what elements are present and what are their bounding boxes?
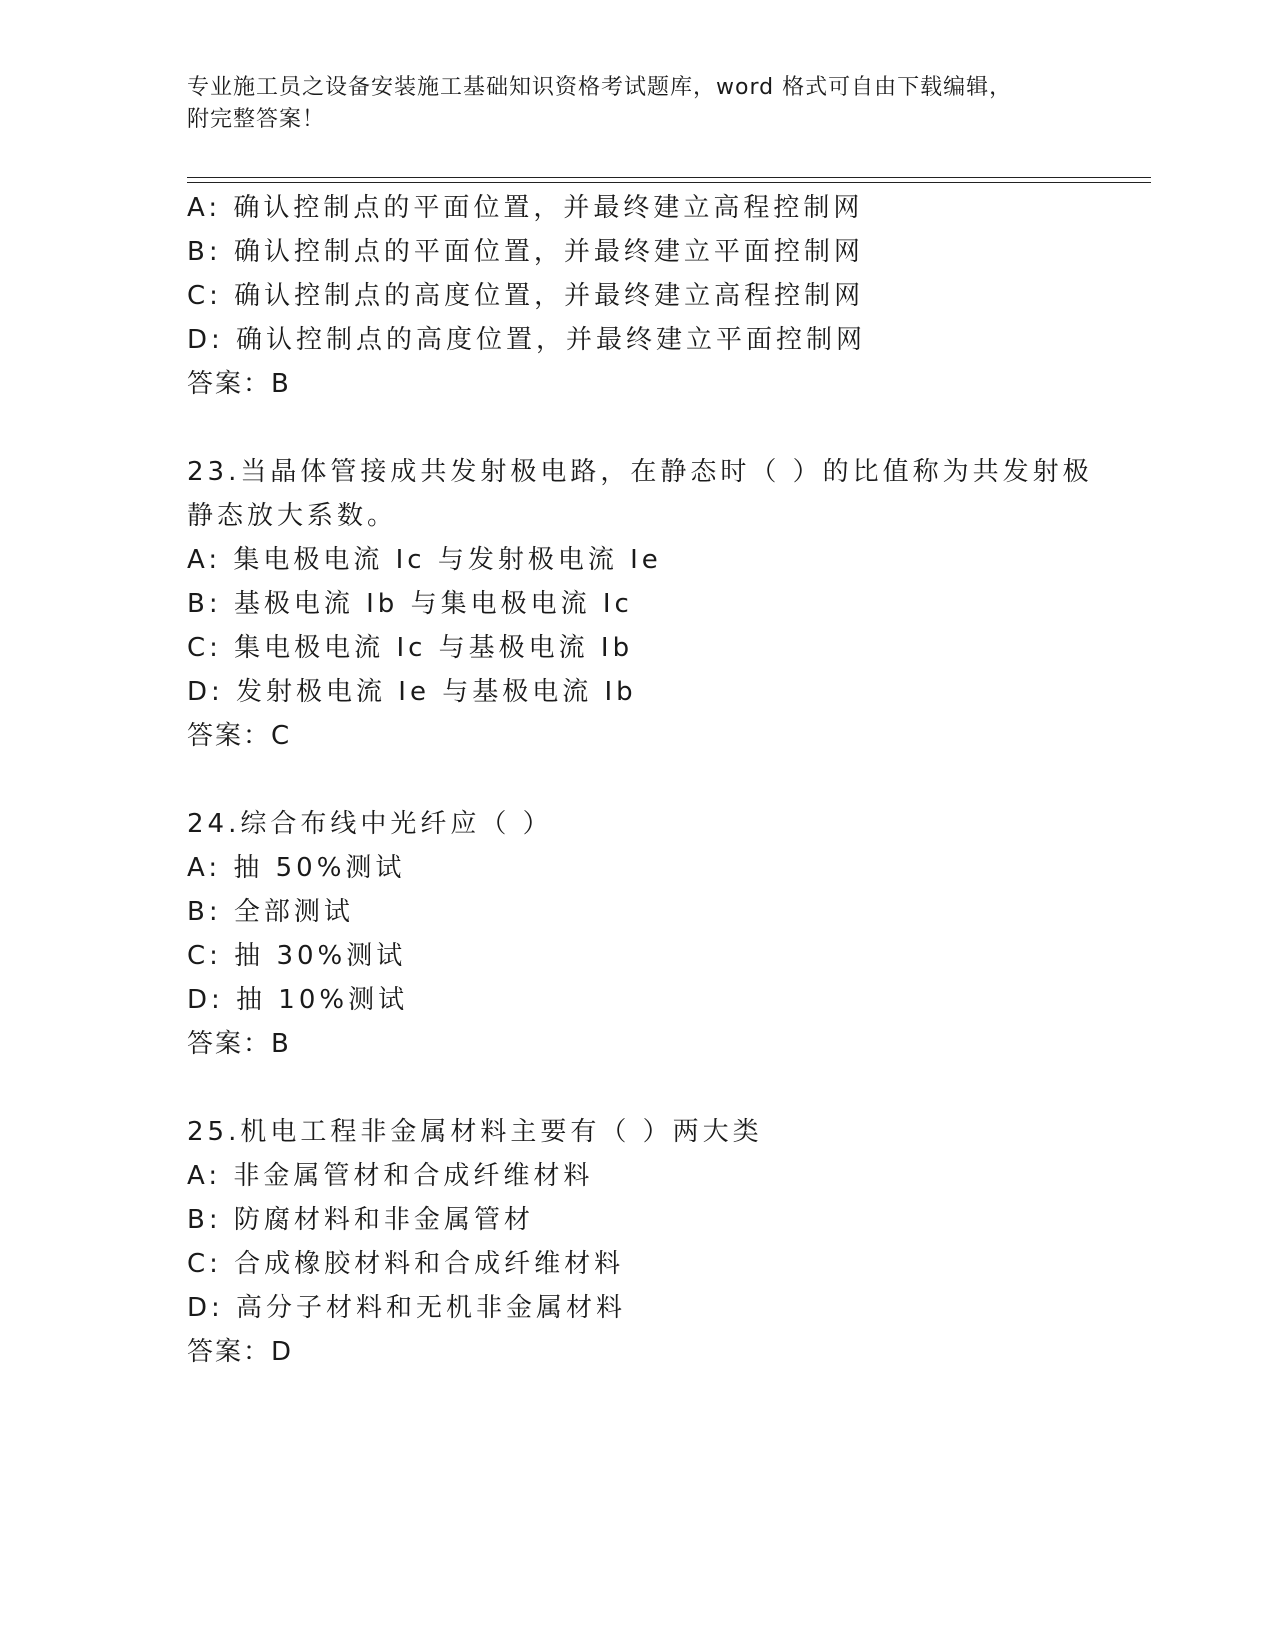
q23-option-a: A: 集电极电流 Ic 与发射极电流 Ie bbox=[187, 545, 662, 575]
q23-option-b: B: 基极电流 Ib 与集电极电流 Ic bbox=[187, 589, 633, 619]
q24-option-c: C: 抽 30%测试 bbox=[187, 941, 407, 971]
q23-option-c: C: 集电极电流 Ic 与基极电流 Ib bbox=[187, 633, 634, 663]
header-divider-bottom bbox=[187, 182, 1151, 183]
header-divider-top bbox=[187, 177, 1151, 178]
q22-option-d: D: 确认控制点的高度位置，并最终建立平面控制网 bbox=[187, 325, 867, 355]
q25-question: 25.机电工程非金属材料主要有（ ）两大类 bbox=[187, 1117, 763, 1147]
q24-option-a: A: 抽 50%测试 bbox=[187, 853, 406, 883]
q24-option-b: B: 全部测试 bbox=[187, 897, 354, 927]
q23-answer: 答案：C bbox=[187, 721, 292, 751]
header-line-2: 附完整答案！ bbox=[187, 107, 326, 132]
q22-option-a: A: 确认控制点的平面位置，并最终建立高程控制网 bbox=[187, 193, 864, 223]
q22-answer: 答案：B bbox=[187, 369, 291, 399]
q24-question: 24.综合布线中光纤应（ ） bbox=[187, 809, 553, 839]
q25-option-a: A: 非金属管材和合成纤维材料 bbox=[187, 1161, 594, 1191]
q23-question-line-1: 23.当晶体管接成共发射极电路，在静态时（ ）的比值称为共发射极 bbox=[187, 457, 1093, 487]
header-line-1: 专业施工员之设备安装施工基础知识资格考试题库，word 格式可自由下载编辑， bbox=[187, 75, 1013, 100]
q25-option-c: C: 合成橡胶材料和合成纤维材料 bbox=[187, 1249, 625, 1279]
q25-option-b: B: 防腐材料和非金属管材 bbox=[187, 1205, 534, 1235]
q22-option-c: C: 确认控制点的高度位置，并最终建立高程控制网 bbox=[187, 281, 865, 311]
q22-option-b: B: 确认控制点的平面位置，并最终建立平面控制网 bbox=[187, 237, 864, 267]
q23-question-line-2: 静态放大系数。 bbox=[187, 501, 398, 531]
q24-answer: 答案：B bbox=[187, 1029, 291, 1059]
document-header bbox=[187, 72, 1087, 136]
q25-answer: 答案：D bbox=[187, 1337, 294, 1367]
q25-option-d: D: 高分子材料和无机非金属材料 bbox=[187, 1293, 627, 1323]
q24-option-d: D: 抽 10%测试 bbox=[187, 985, 409, 1015]
q23-option-d: D: 发射极电流 Ie 与基极电流 Ib bbox=[187, 677, 637, 707]
